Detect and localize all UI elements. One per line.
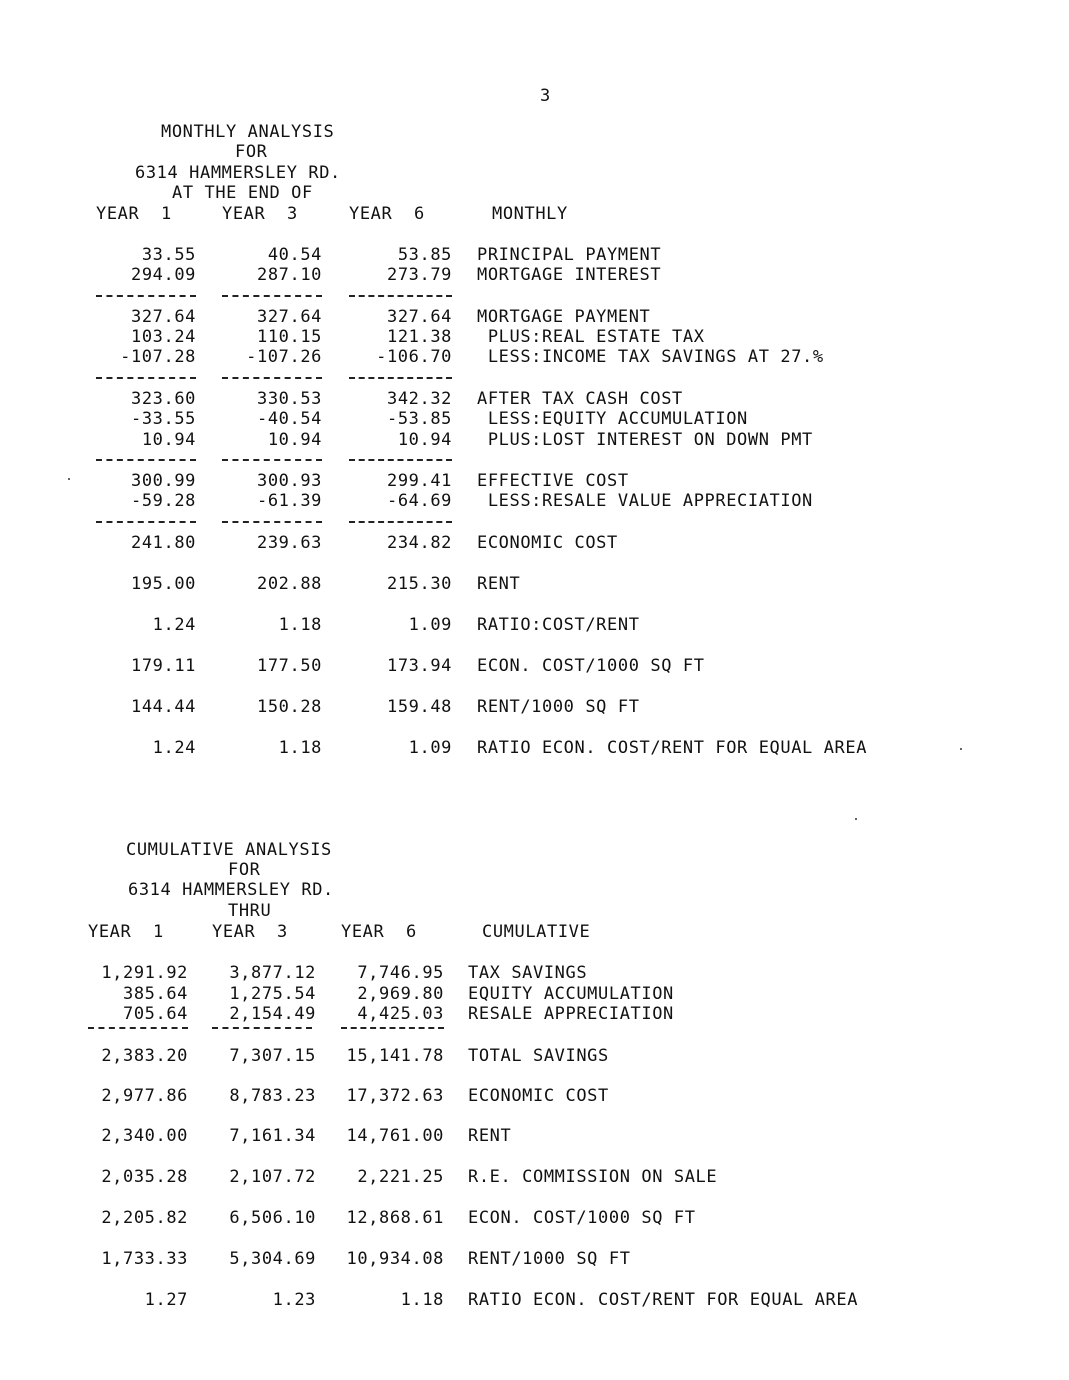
- value-y3: 8,783.23: [229, 1086, 316, 1106]
- row-label: ECON. COST/1000 SQ FT: [477, 656, 705, 676]
- value-y6: 1.18: [400, 1290, 444, 1310]
- value-y3: 1,275.54: [229, 984, 316, 1004]
- row-label: TAX SAVINGS: [468, 963, 588, 983]
- value-y3: -40.54: [256, 409, 322, 429]
- value-y6: 234.82: [386, 533, 452, 553]
- value-y3: 1.23: [272, 1290, 316, 1310]
- separator-rule: [222, 521, 322, 523]
- value-y6: 342.32: [386, 389, 452, 409]
- value-y1: 1,733.33: [101, 1249, 188, 1269]
- monthly-header-year6: YEAR 6: [349, 204, 425, 224]
- value-y3: 150.28: [256, 697, 322, 717]
- row-label: RATIO:COST/RENT: [477, 615, 640, 635]
- separator-rule: [349, 295, 452, 297]
- value-y1: 705.64: [122, 1004, 188, 1024]
- page-number: 3: [540, 86, 551, 106]
- value-y6: -106.70: [376, 347, 452, 367]
- row-label: RESALE APPRECIATION: [468, 1004, 674, 1024]
- value-y1: 294.09: [130, 265, 196, 285]
- row-label: EFFECTIVE COST: [477, 471, 629, 491]
- value-y1: 2,035.28: [101, 1167, 188, 1187]
- value-y1: 300.99: [130, 471, 196, 491]
- monthly-title: MONTHLY ANALYSIS: [161, 122, 335, 142]
- value-y3: 40.54: [267, 245, 322, 265]
- value-y1: 2,205.82: [101, 1208, 188, 1228]
- row-label: RENT: [477, 574, 521, 594]
- separator-rule: [349, 459, 452, 461]
- value-y3: 300.93: [256, 471, 322, 491]
- value-y1: 2,340.00: [101, 1126, 188, 1146]
- value-y6: 273.79: [386, 265, 452, 285]
- row-label: LESS:EQUITY ACCUMULATION: [477, 409, 748, 429]
- monthly-for: FOR: [235, 142, 268, 162]
- value-y3: 1.18: [278, 738, 322, 758]
- value-y1: 179.11: [130, 656, 196, 676]
- value-y3: 6,506.10: [229, 1208, 316, 1228]
- value-y6: 299.41: [386, 471, 452, 491]
- value-y6: 121.38: [386, 327, 452, 347]
- value-y3: -107.26: [246, 347, 322, 367]
- cumulative-header-year1: YEAR 1: [88, 922, 164, 942]
- value-y6: 1.09: [408, 738, 452, 758]
- value-y6: 327.64: [386, 307, 452, 327]
- value-y3: 10.94: [267, 430, 322, 450]
- cumulative-header-label: CUMULATIVE: [482, 922, 591, 942]
- value-y1: 10.94: [141, 430, 196, 450]
- value-y1: 327.64: [130, 307, 196, 327]
- separator-rule: [222, 459, 322, 461]
- row-label: TOTAL SAVINGS: [468, 1046, 609, 1066]
- row-label: EQUITY ACCUMULATION: [468, 984, 674, 1004]
- row-label: LESS:INCOME TAX SAVINGS AT 27.%: [477, 347, 824, 367]
- value-y1: 195.00: [130, 574, 196, 594]
- value-y6: -53.85: [386, 409, 452, 429]
- value-y6: 173.94: [386, 656, 452, 676]
- separator-rule: [96, 459, 196, 461]
- row-label: RENT/1000 SQ FT: [477, 697, 640, 717]
- value-y3: 1.18: [278, 615, 322, 635]
- value-y6: -64.69: [386, 491, 452, 511]
- value-y3: 2,107.72: [229, 1167, 316, 1187]
- row-label: PLUS:REAL ESTATE TAX: [477, 327, 705, 347]
- row-label: RATIO ECON. COST/RENT FOR EQUAL AREA: [477, 738, 868, 758]
- value-y1: 385.64: [122, 984, 188, 1004]
- value-y6: 159.48: [386, 697, 452, 717]
- row-label: ECON. COST/1000 SQ FT: [468, 1208, 696, 1228]
- value-y6: 12,868.61: [346, 1208, 444, 1228]
- value-y1: 323.60: [130, 389, 196, 409]
- row-label: ECONOMIC COST: [477, 533, 618, 553]
- separator-rule: [88, 1027, 188, 1029]
- value-y1: 1.27: [144, 1290, 188, 1310]
- value-y6: 15,141.78: [346, 1046, 444, 1066]
- separator-rule: [341, 1027, 444, 1029]
- value-y1: -107.28: [120, 347, 196, 367]
- value-y6: 14,761.00: [346, 1126, 444, 1146]
- value-y1: 144.44: [130, 697, 196, 717]
- row-label: RATIO ECON. COST/RENT FOR EQUAL AREA: [468, 1290, 859, 1310]
- value-y6: 53.85: [397, 245, 452, 265]
- monthly-header-year1: YEAR 1: [96, 204, 172, 224]
- value-y1: 1.24: [152, 615, 196, 635]
- scan-speck: [855, 818, 857, 820]
- monthly-header-year3: YEAR 3: [222, 204, 298, 224]
- value-y6: 215.30: [386, 574, 452, 594]
- value-y3: 3,877.12: [229, 963, 316, 983]
- row-label: PLUS:LOST INTEREST ON DOWN PMT: [477, 430, 813, 450]
- value-y6: 17,372.63: [346, 1086, 444, 1106]
- separator-rule: [96, 295, 196, 297]
- value-y1: 1,291.92: [101, 963, 188, 983]
- value-y3: 2,154.49: [229, 1004, 316, 1024]
- value-y6: 10.94: [397, 430, 452, 450]
- value-y1: 33.55: [141, 245, 196, 265]
- cumulative-period: THRU: [228, 901, 272, 921]
- cumulative-header-year6: YEAR 6: [341, 922, 417, 942]
- monthly-header-label: MONTHLY: [492, 204, 568, 224]
- row-label: R.E. COMMISSION ON SALE: [468, 1167, 718, 1187]
- value-y6: 10,934.08: [346, 1249, 444, 1269]
- row-label: RENT: [468, 1126, 512, 1146]
- monthly-period: AT THE END OF: [172, 183, 313, 203]
- row-label: RENT/1000 SQ FT: [468, 1249, 631, 1269]
- row-label: MORTGAGE INTEREST: [477, 265, 662, 285]
- value-y1: 241.80: [130, 533, 196, 553]
- value-y3: 110.15: [256, 327, 322, 347]
- value-y1: -59.28: [130, 491, 196, 511]
- value-y1: -33.55: [130, 409, 196, 429]
- cumulative-header-year3: YEAR 3: [212, 922, 288, 942]
- cumulative-title: CUMULATIVE ANALYSIS: [126, 840, 332, 860]
- separator-rule: [222, 377, 322, 379]
- value-y6: 2,969.80: [357, 984, 444, 1004]
- value-y3: 5,304.69: [229, 1249, 316, 1269]
- value-y3: 330.53: [256, 389, 322, 409]
- value-y6: 1.09: [408, 615, 452, 635]
- separator-rule: [349, 521, 452, 523]
- row-label: MORTGAGE PAYMENT: [477, 307, 651, 327]
- separator-rule: [349, 377, 452, 379]
- scan-speck: [960, 748, 962, 750]
- row-label: PRINCIPAL PAYMENT: [477, 245, 662, 265]
- value-y3: 7,161.34: [229, 1126, 316, 1146]
- separator-rule: [96, 521, 196, 523]
- value-y6: 2,221.25: [357, 1167, 444, 1187]
- value-y3: 239.63: [256, 533, 322, 553]
- value-y3: -61.39: [256, 491, 322, 511]
- value-y6: 7,746.95: [357, 963, 444, 983]
- row-label: LESS:RESALE VALUE APPRECIATION: [477, 491, 813, 511]
- value-y3: 327.64: [256, 307, 322, 327]
- value-y1: 103.24: [130, 327, 196, 347]
- row-label: ECONOMIC COST: [468, 1086, 609, 1106]
- separator-rule: [212, 1027, 312, 1029]
- separator-rule: [96, 377, 196, 379]
- value-y3: 7,307.15: [229, 1046, 316, 1066]
- cumulative-address: 6314 HAMMERSLEY RD.: [128, 880, 334, 900]
- cumulative-for: FOR: [228, 860, 261, 880]
- value-y1: 1.24: [152, 738, 196, 758]
- value-y1: 2,977.86: [101, 1086, 188, 1106]
- value-y3: 287.10: [256, 265, 322, 285]
- value-y6: 4,425.03: [357, 1004, 444, 1024]
- separator-rule: [222, 295, 322, 297]
- value-y1: 2,383.20: [101, 1046, 188, 1066]
- scan-speck: [68, 478, 70, 480]
- monthly-address: 6314 HAMMERSLEY RD.: [135, 163, 341, 183]
- row-label: AFTER TAX CASH COST: [477, 389, 683, 409]
- value-y3: 202.88: [256, 574, 322, 594]
- value-y3: 177.50: [256, 656, 322, 676]
